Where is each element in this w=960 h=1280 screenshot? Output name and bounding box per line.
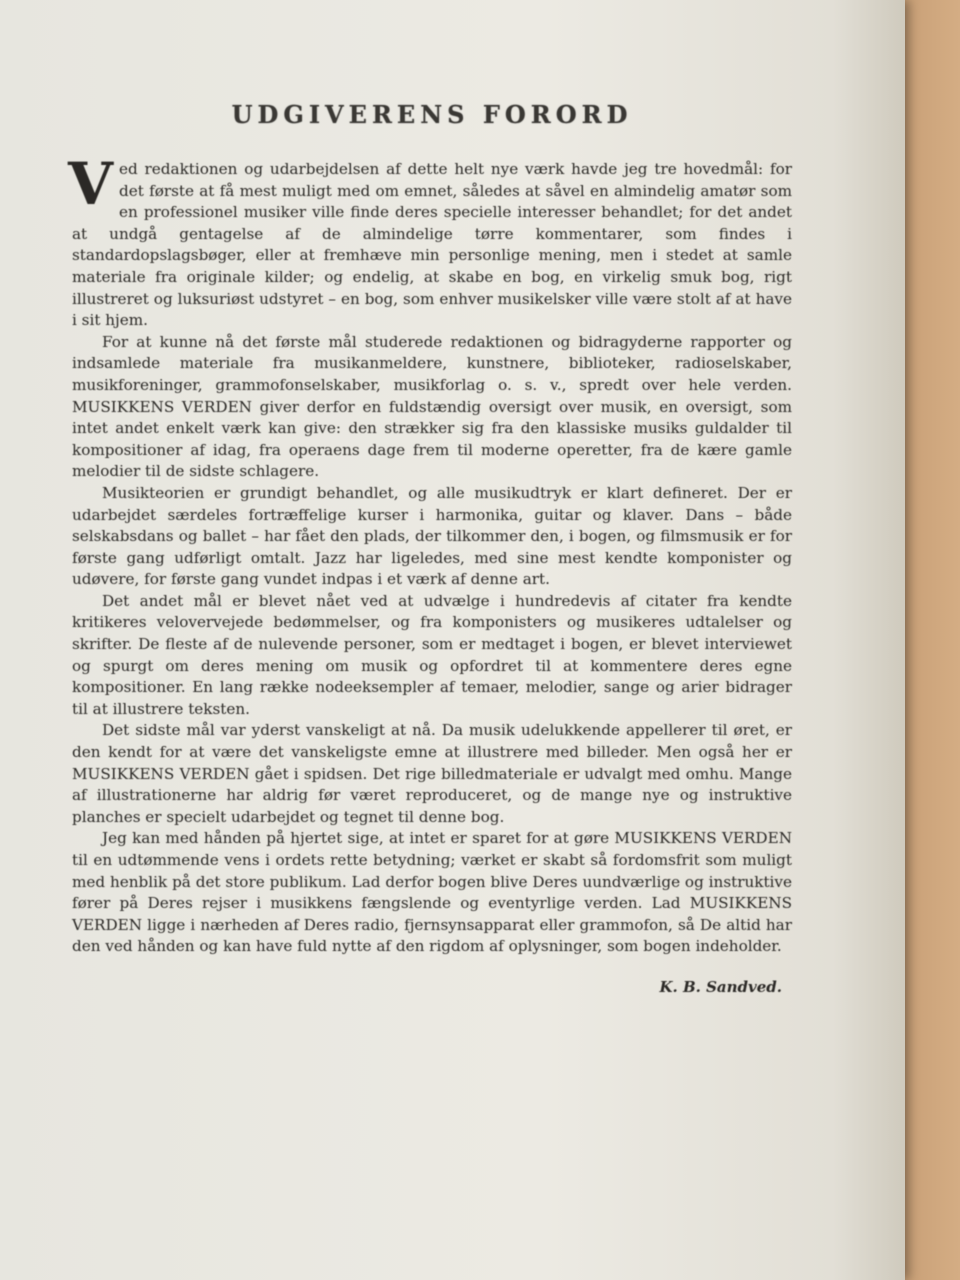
- paragraph-3: Musikteorien er grundigt behandlet, og alle musikudtryk er klart defineret. Der er udarbejdet særdeles fortræffelige kurser i harmonika, guitar og klaver. Dans – både selskabsdans og ballet – har fået den plads, der tilkommer den, i bogen, og filmsmusik er for første gang udførligt omtalt. Jazz har ligeledes, med sine mest kendte komponister og udøvere, for første gang vundet indpas i et værk af denne art.: [72, 483, 792, 589]
- foreword-text-block: [68, 100, 792, 996]
- paragraph-6: Jeg kan med hånden på hjertet sige, at intet er sparet for at gøre MUSIKKENS VERDEN til en udtømmende vens i ordets rette betydning; værket er skabt så fordomsfrit som muligt med henblik på det store publikum. Lad derfor bogen blive Deres uundværlige og instruktive fører på Deres rejser i musikkens fængslende og eventyrlige verden. Lad MUSIKKENS VERDEN ligge i nærheden af Deres radio, fjernsynsapparat eller grammofon, så De altid har den ved hånden og kan have fuld nytte af den rigdom af oplysninger, som bogen indeholder.: [72, 829, 792, 956]
- paragraph-1: [68, 150, 792, 332]
- paragraph-1-text: ed redaktionen og udarbejdelsen af dette helt nye værk havde jeg tre hovedmål: for det første at få mest muligt med om emnet, således at såvel en almindelig amatør som en professionel musiker ville finde deres specielle interesser behandlet; for det andet at undgå gentagelse af de almindelige tørre kommentarer, som findes i standardopslagsbøger, eller at fremhæve min personlige mening, men i stedet at samle materiale fra originale kilder; og endelig, at skabe en bog, en virkelig smuk bog, rigt illustreret og luksuriøst udstyret – en bog, som enhver musikelsker ville være stolt af at have i sit hjem.: [72, 160, 792, 330]
- paragraph-5: Det sidste mål var yderst vanskeligt at nå. Da musik udelukkende appellerer til øret, er den kendt for at være det vanskeligste emne at illustrere med billeder. Men også her er MUSIKKENS VERDEN gået i spidsen. Det rige billedmateriale er udvalgt med omhu. Mange af illustrationerne har aldrig før været reproduceret, og de mange nye og instruktive planches er specielt udarbejdet og tegnet til denne bog.: [72, 721, 792, 826]
- signature: K. B. Sandved.: [659, 977, 782, 996]
- drop-cap: V: [68, 150, 114, 218]
- paragraph-4: Det andet mål er blevet nået ved at udvælge i hundredevis af citater fra kendte kritikeres velovervejede bedømmelser, og fra komponisters og musikeres udtalelser og skrifter. De fleste af de nulevende personer, som er medtaget i bogen, er blevet interviewet og spurgt om deres mening om musik og opfordret til at kommentere deres egne kompositioner. En lang række nodeeksempler af temaer, melodier, sange og arier bidrager til at illustrere teksten.: [72, 591, 792, 718]
- page-title: UDGIVERENS FORORD: [231, 100, 633, 129]
- paragraph-2: For at kunne nå det første mål studerede redaktionen og bidragyderne rapporter og indsamlede materiale fra musikanmeldere, kunstnere, biblioteker, radioselskaber, musikforeninger, grammofonselskaber, musikforlag o. s. v., spredt over hele verden. MUSIKKENS VERDEN giver derfor en fuldstændig oversigt over musik, en oversigt, som intet andet enkelt værk kan give: den strækker sig fra den klassiske musiks guldalder til kompositioner af idag, fra operaens dage frem til moderne operetter, fra de kære gamle melodier til de sidste schlagere.: [72, 332, 792, 481]
